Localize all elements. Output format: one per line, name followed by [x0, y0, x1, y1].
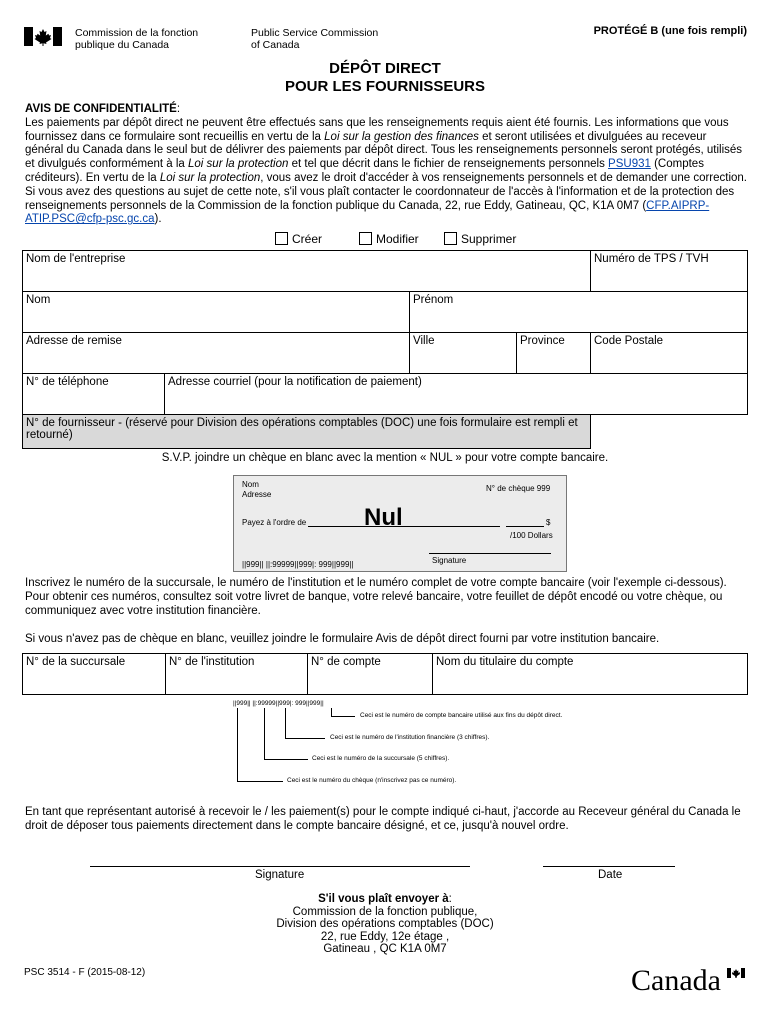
company-name-field[interactable]: [23, 251, 591, 292]
checkbox-modify[interactable]: [359, 232, 372, 245]
privacy-text-2: et seront utilisées et divulguées au receveur général du Canada dans le seul but de délivrer des paiements par dépôt direct. Tous les renseignements personnels seront protégés, utilisés et divulgués conformément à la: [25, 130, 743, 171]
first-name-label: Prénom: [413, 294, 454, 306]
authorization-paragraph: En tant que représentant autorisé à recevoir le / les paiement(s) pour le compte indiqué ci-haut, j'accorde au Receveur général du Canada le droit de déposer tous paiements directement dans le compte bancaire désigné, et ce, jusqu'à nouvel ordre.: [25, 806, 741, 832]
privacy-text-3: et tel que décrit dans le fichier de renseignements personnels: [291, 158, 605, 171]
privacy-law-3: Loi sur la protection: [159, 171, 261, 184]
send-line-3: 22, rue Eddy, 12e étage ,: [320, 930, 450, 943]
cheque-payee-label: Payez à l'ordre de: [242, 518, 307, 527]
date-label: Date: [598, 869, 623, 881]
signature-label: Signature: [255, 869, 305, 881]
institution-number-field[interactable]: [166, 654, 308, 695]
canada-wordmark: Canada: [631, 964, 721, 997]
mailing-address: S'il vous plaît envoyer à: Commission de la fonction publique, Division des opérations comptables (DOC) 22, rue Eddy, 12e étage , Gatineau , QC K1A 0M7: [0, 893, 770, 956]
diagram-line: [331, 708, 332, 716]
void-cheque-note: S.V.P. joindre un chèque en blanc avec la mention « NUL » pour votre compte bancaire.: [161, 452, 609, 464]
email-address-field[interactable]: [165, 374, 748, 415]
option-modify-label: Modifier: [376, 232, 419, 246]
postal-code-label: Code Postale: [594, 335, 664, 347]
send-line-1: Commission de la fonction publique,: [292, 905, 478, 918]
cheque-void-text: Nul: [364, 504, 403, 531]
gst-number-field[interactable]: [591, 251, 748, 292]
branch-number-note: Ceci est le numéro de la succursale (5 chiffres).: [312, 755, 450, 762]
diagram-line: [285, 708, 286, 738]
org-name-fr: Commission de la fonction publique du Canada: [75, 27, 199, 51]
option-create[interactable]: [275, 232, 322, 246]
privacy-law-2: Loi sur la protection: [188, 158, 289, 171]
last-name-field[interactable]: [23, 292, 410, 333]
branch-number-label: N° de la succursale: [26, 656, 126, 668]
option-delete-label: Supprimer: [461, 232, 517, 246]
cheque-signature-label: Signature: [432, 556, 467, 565]
wordmark-flag-icon: [727, 968, 745, 978]
cheque-micr: ||999|| ||:99999||999|: 999||999||: [242, 560, 354, 569]
send-heading: S'il vous plaît envoyer à: [318, 893, 449, 905]
account-number-field[interactable]: [308, 654, 433, 695]
checkbox-delete[interactable]: [444, 232, 457, 245]
option-create-label: Créer: [292, 232, 323, 246]
privacy-text-1: Les paiements par dépôt direct ne peuvent être effectués sans que les renseignements requis aient été fournis. Les informations que vous fournissez dans ce formulaire sont recueillis en vertu de la: [25, 116, 729, 143]
institution-number-label: N° de l'institution: [169, 656, 255, 668]
no-cheque-paragraph: Si vous n'avez pas de chèque en blanc, veuillez joindre le formulaire Avis de dépôt direct fourni par votre institution bancaire.: [25, 633, 660, 645]
last-name-label: Nom: [26, 294, 51, 306]
psu931-link[interactable]: PSU931: [608, 158, 651, 171]
diagram-line: [285, 738, 325, 739]
date-field-line[interactable]: [543, 866, 675, 867]
province-field[interactable]: [517, 333, 591, 374]
city-field[interactable]: [410, 333, 517, 374]
canada-flag-icon: [24, 27, 62, 46]
form-title: [0, 60, 770, 96]
privacy-heading: AVIS DE CONFIDENTIALITÉ: [25, 103, 177, 115]
send-line-2: Division des opérations comptables (DOC): [276, 918, 494, 930]
signature-field-line[interactable]: [90, 866, 470, 867]
cheque-name: Nom: [242, 480, 259, 489]
province-label: Province: [520, 335, 565, 347]
option-modify[interactable]: [359, 232, 419, 246]
company-name-label: Nom de l'entreprise: [26, 253, 126, 265]
blank-cell: [591, 415, 748, 449]
city-label: Ville: [413, 335, 435, 347]
payee-line: [308, 526, 500, 527]
phone-field[interactable]: [23, 374, 165, 415]
diagram-line: [264, 759, 308, 760]
micr-example: ||999|| ||:99999||999|: 999||999||: [233, 700, 324, 707]
account-number-note: Ceci est le numéro de compte bancaire utilisé aux fins du dépôt direct.: [360, 712, 563, 719]
email-address-label: Adresse courriel (pour la notification de paiement): [168, 376, 422, 388]
account-holder-label: Nom du titulaire du compte: [436, 656, 574, 668]
diagram-line: [264, 708, 265, 759]
send-line-4: Gatineau , QC K1A 0M7: [323, 943, 447, 955]
supplier-info-table: [22, 250, 748, 449]
diagram-line: [237, 781, 283, 782]
title-line-1: DÉPÔT DIRECT: [329, 60, 441, 77]
sample-cheque: [233, 475, 567, 572]
checkbox-create[interactable]: [275, 232, 288, 245]
postal-code-field[interactable]: [591, 333, 748, 374]
account-number-label: N° de compte: [311, 656, 381, 668]
title-line-2: POUR LES FOURNISSEURS: [284, 78, 486, 95]
cheque-dollar-sign: $: [546, 518, 551, 527]
form-identifier: PSC 3514 - F (2015-08-12): [24, 967, 146, 978]
diagram-line: [237, 708, 238, 781]
privacy-text-6: ).: [154, 213, 162, 226]
privacy-law-1: Loi sur la gestion des finances: [324, 130, 479, 143]
cheque-dollars-label: /100 Dollars: [510, 531, 553, 540]
cheque-number: N° de chèque 999: [486, 484, 551, 493]
branch-number-field[interactable]: [23, 654, 166, 695]
diagram-line: [331, 716, 355, 717]
institution-number-note: Ceci est le numéro de l'institution financière (3 chiffres).: [330, 734, 490, 741]
first-name-field[interactable]: [410, 292, 748, 333]
cheque-number-note: Ceci est le numéro du chèque (n'inscrivez pas ce numéro).: [287, 777, 457, 784]
signature-line: [429, 553, 551, 554]
privacy-text-5: , vous avez le droit d'accéder à vos renseignements personnels et de demander une correction. Si vous avez des questions au sujet de cette note, s'il vous plaît contacter le coordonnateur de l'accès à l'information et de la protection des renseignements personnels de la Commission de la fonction publique du Canada, 22, rue Eddy, Gatineau, QC, K1A 0M7 (: [25, 171, 748, 212]
gst-number-label: Numéro de TPS / TVH: [594, 253, 709, 265]
privacy-text-4: (Comptes créditeurs). En vertu de la: [25, 158, 704, 184]
remit-address-label: Adresse de remise: [26, 335, 122, 347]
privacy-notice: AVIS DE CONFIDENTIALITÉ: Les paiements par dépôt direct ne peuvent être effectués sans que les renseignements requis aient été fournis. Les informations que vous fournissez dans ce formulaire sont recueillis en vertu de la Loi sur la gestion des finances et seront utilisées et divulguées au receveur général du Canada dans le seul but de délivrer des paiements par dépôt direct. Tous les renseignements personnels seront protégés, utilisés et divulgués conformément à la Loi sur la protection et tel que décrit dans le fichier de renseignements personnels PSU931 (Comptes créditeurs). En vertu de la Loi sur la protection, vous avez le droit d'accéder à vos renseignements personnels et de demander une correction. Si vous avez des questions au sujet de cette note, s'il vous plaît contacter le coordonnateur de l'accès à l'information et de la protection des renseignements personnels de la Commission de la fonction publique du Canada, 22, rue Eddy, Gatineau, QC, K1A 0M7 (CFP.AIPRP-ATIP.PSC@cfp-psc.gc.ca).: [25, 103, 748, 226]
email-link[interactable]: CFP.AIPRP-ATIP.PSC@cfp-psc.gc.ca: [25, 199, 710, 226]
instructions-paragraph: Inscrivez le numéro de la succursale, le numéro de l'institution et le numéro complet de votre compte bancaire (voir l'exemple ci-dessous). Pour obtenir ces numéros, consultez soit votre livret de banque, votre relevé bancaire, votre feuillet de dépôt encodé ou votre chèque, ou communiquez avec votre institution financière.: [25, 577, 727, 617]
option-delete[interactable]: [444, 232, 516, 246]
security-classification: PROTÉGÉ B (une fois rempli): [593, 25, 747, 37]
phone-label: N° de téléphone: [26, 376, 109, 388]
cheque-address: Adresse: [242, 490, 272, 499]
bank-info-table: [22, 653, 748, 695]
remit-address-field[interactable]: [23, 333, 410, 374]
supplier-number-label: N° de fournisseur - (réservé pour Division des opérations comptables (DOC) une fois formulaire est rempli et retourné): [26, 417, 578, 441]
amount-line: [506, 526, 544, 527]
org-name-en: Public Service Commission of Canada: [251, 27, 379, 51]
supplier-number-field: [23, 415, 591, 449]
account-holder-field[interactable]: [433, 654, 748, 695]
